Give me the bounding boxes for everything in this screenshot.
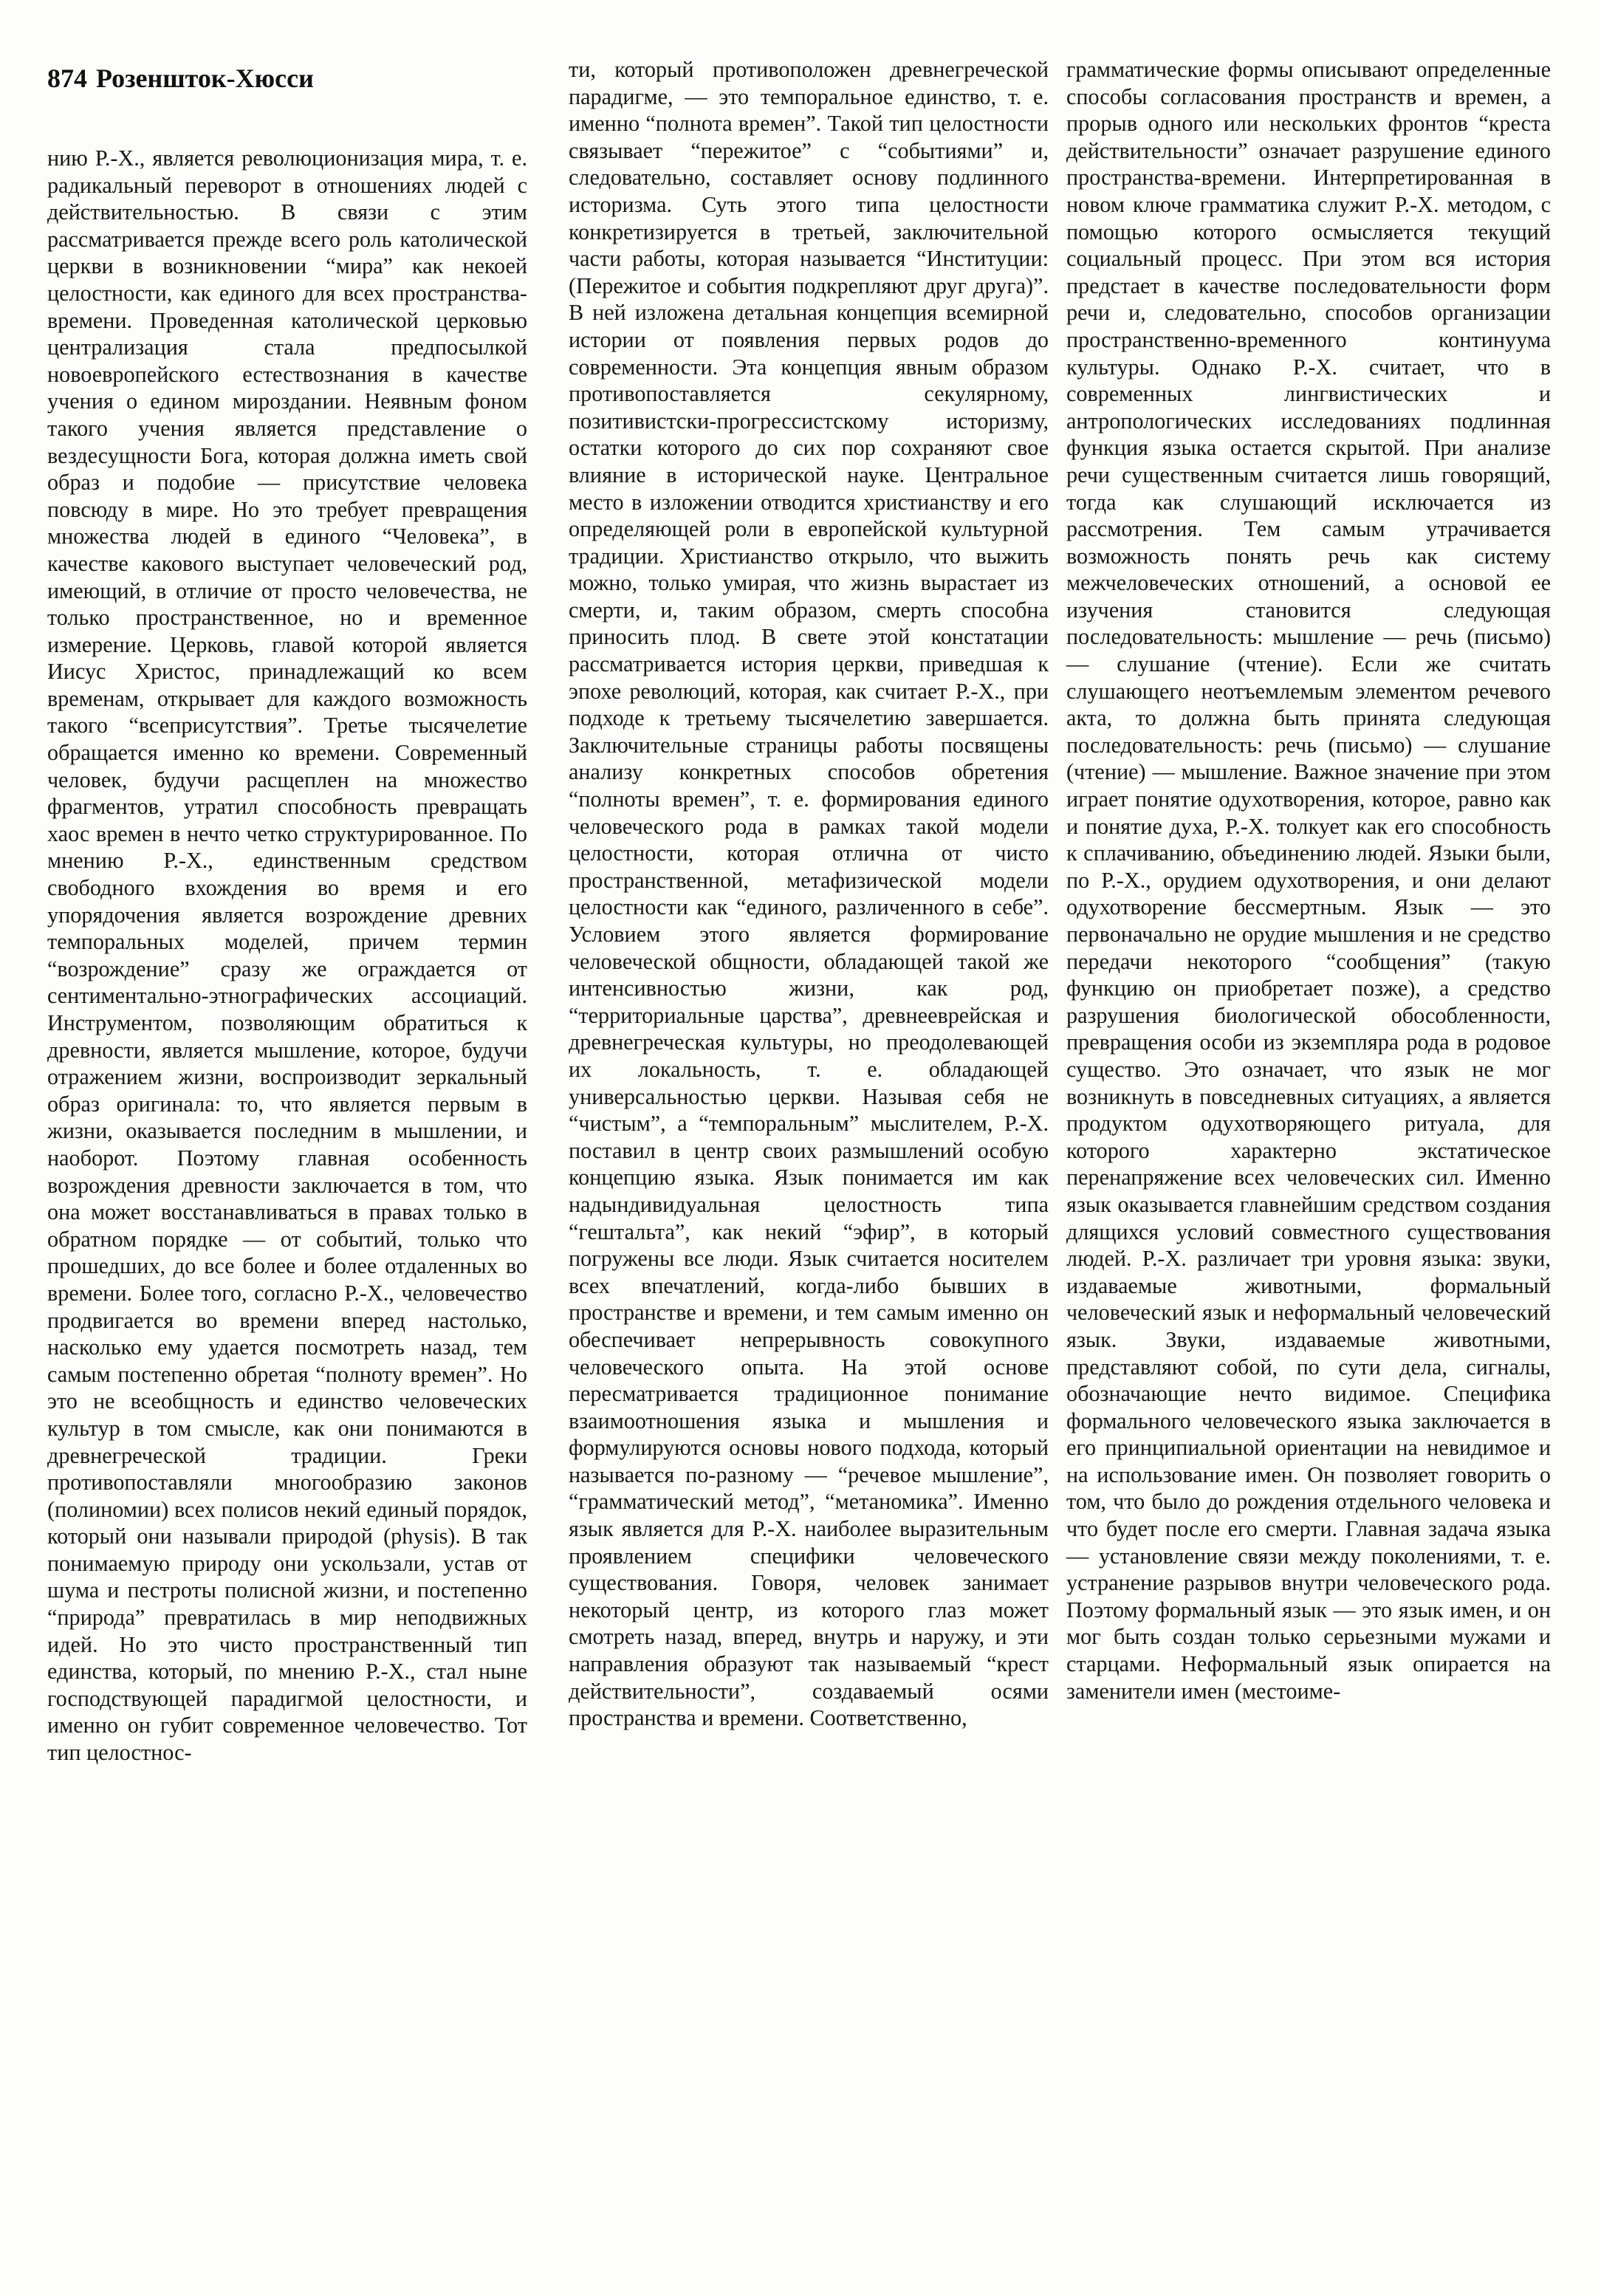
column-text: грамматические формы описывают определенные способы согласования пространств и времен, а прорыв одного или нескольких фронтов “креста действительности” означает разрушение единого пространства-времени. Интерпретированная в новом ключе грамматика служит Р.-Х. методом, с помощью которого осмысляется текущий социальный процесс. При этом вся история предстает в качестве последовательности форм речи и, следовательно, способов организации пространственно-временного континуума культуры. Однако Р.-Х. считает, что в современных лингвистических и антропологических исследованиях подлинная функция языка остается скрытой. При анализе речи существенным считается лишь говорящий, тогда как слушающий исключается из рассмотрения. Тем самым утрачивается возможность понять речь как систему межчеловеческих отношений, а основой ее изучения становится следующая последовательность: мышление — речь (письмо) — слушание (чтение). Если же считать слушающего неотъемлемым элементом речевого акта, то должна быть принята следующая последовательность: речь (письмо) — слушание (чтение) — мышление. Важное значение при этом играет понятие одухотворения, которое, равно как и понятие духа, Р.-Х. толкует как его способность к сплачиванию, объединению людей. Языки были, по Р.-Х., орудием одухотворения, и они делают одухотворение бессмертным. Язык — это первоначально не орудие мышления и не средство передачи некоторого “сообщения” (такую функцию он приобретает позже), а средство разрушения биологической обособленности, превращения особи из экземпляра рода в родовое существо. Это означает, что язык не мог возникнуть в повседневных ситуациях, а является продуктом одухотворяющего ритуала, для которого характерно экстатическое перенапряжение всех человеческих сил. Именно язык оказывается главнейшим средством создания длящихся условий совместного существования людей. Р.-Х. различает три уровня языка: звуки, издаваемые животными, формальный человеческий язык и неформальный человеческий язык. Звуки, издаваемые животными, представляют собой, по сути дела, сигналы, обозначающие нечто видимое. Специфика формального человеческого языка заключается в его принципиальной ориентации на невидимое и на использование имен. Он позволяет говорить о том, что было до рождения отдельного человека и что будет после его смерти. Главная задача языка — установление связи между поколениями, т. е. устранение разрывов внутри человеческого рода. Поэтому формальный язык — это язык имен, и он мог быть создан только серьезными мужами и старцами. Неформальный язык опирается на заменители имен (местоиме- bbox=[1066, 57, 1551, 1704]
page-number: 874 bbox=[47, 64, 87, 93]
text-column-right bbox=[1066, 56, 1551, 2257]
column-text: нию Р.-Х., является революционизация мира, т. е. радикальный переворот в отношениях людей с действительностью. В связи с этим рассматривается прежде всего роль католической церкви в возникновении “мира” как некоей целостности, как единого для всех пространства-времени. Проведенная католической церковью централизация стала предпосылкой новоевропейского естествознания в качестве учения о едином мироздании. Неявным фоном такого учения является представление о вездесущности Бога, которая должна иметь свой образ и подобие — присутствие человека повсюду в мире. Но это требует превращения множества людей в единого “Человека”, в качестве какового выступает человеческий род, имеющий, в отличие от просто человечества, не только пространственное, но и временное измерение. Церковь, главой которой является Иисус Христос, принадлежащий ко всем временам, открывает для каждого возможность такого “всеприсутствия”. Третье тысячелетие обращается именно ко времени. Современный человек, будучи расщеплен на множество фрагментов, утратил способность превращать хаос времен в нечто четко структурированное. По мнению Р.-Х., единственным средством свободного вхождения во время и его упорядочения является возрождение древних темпоральных моделей, причем термин “возрождение” сразу же ограждается от сентиментально-этнографических ассоциаций. Инструментом, позволяющим обратиться к древности, является мышление, которое, будучи отражением жизни, воспроизводит зеркальный образ оригинала: то, что является первым в жизни, оказывается последним в мышлении, и наоборот. Поэтому главная особенность возрождения древности заключается в том, что она может восстанавливаться в правах только в обратном порядке — от событий, только что прошедших, до все более и более отдаленных во времени. Более того, согласно Р.-Х., человечество продвигается во времени вперед настолько, насколько ему удается посмотреть назад, тем самым постепенно обретая “полноту времен”. Но это не всеобщность и единство человеческих культур в том смысле, как они понимаются в древнегреческой традиции. Греки противопоставляли многообразию законов (полиномии) всех полисов некий единый порядок, который они называли природой (physis). В так понимаемую природу они ускользали, устав от шума и пестроты полисной жизни, и постепенно “природа” превратилась в мир неподвижных идей. Но это чисто пространственный тип единства, который, по мнению Р.-Х., стал ныне господствующей парадигмой целостности, и именно он губит современное человечество. Тот тип целостнос- bbox=[47, 145, 527, 1766]
text-column-middle bbox=[569, 56, 1049, 2257]
text-column-left bbox=[47, 145, 527, 2257]
running-head bbox=[47, 62, 314, 95]
running-title: Розеншток-Хюсси bbox=[96, 64, 314, 93]
column-text: ти, который противоположен древнегреческой парадигме, — это темпоральное единство, т. е. именно “полнота времен”. Такой тип целостности связывает “пережитое” с “событиями” и, следовательно, составляет основу подлинного историзма. Суть этого типа целостности конкретизируется в третьей, заключительной части работы, которая называется “Институции: (Пережитое и события подкрепляют друг друга)”. В ней изложена детальная концепция всемирной истории от появления первых родов до современности. Эта концепция явным образом противопоставляется секулярному, позитивистски-прогрессистскому историзму, остатки которого до сих пор сохраняют свое влияние в исторической науке. Центральное место в изложении отводится христианству и его определяющей роли в европейской культурной традиции. Христианство открыло, что выжить можно, только умирая, что жизнь вырастает из смерти, и, таким образом, смерть способна приносить плод. В свете этой констатации рассматривается история церкви, приведшая к эпохе революций, которая, как считает Р.-Х., при подходе к третьему тысячелетию завершается. Заключительные страницы работы посвящены анализу конкретных способов обретения “полноты времен”, т. е. формирования единого человеческого рода в рамках такой модели целостности, которая отлична от чисто пространственной, метафизической модели целостности как “единого, различенного в себе”. Условием этого является формирование человеческой общности, обладающей такой же интенсивностью жизни, как род, “территориальные царства”, древнееврейская и древнегреческая культуры, но преодолевающей их локальность, т. е. обладающей универсальностью церкви. Называя себя не “чистым”, а “темпоральным” мыслителем, Р.-Х. поставил в центр своих размышлений особую концепцию языка. Язык понимается им как надындивидуальная целостность типа “гештальта”, как некий “эфир”, в который погружены все люди. Язык считается носителем всех впечатлений, когда-либо бывших в пространстве и времени, и тем самым именно он обеспечивает непрерывность совокупного человеческого опыта. На этой основе пересматривается традиционное понимание взаимоотношения языка и мышления и формулируются основы нового подхода, который называется по-разному — “речевое мышление”, “грамматический метод”, “метаномика”. Именно язык является для Р.-Х. наиболее выразительным проявлением специфики человеческого существования. Говоря, человек занимает некоторый центр, из которого глаз может смотреть назад, вперед, внутрь и наружу, и эти направления образуют так называемый “крест действительности”, создаваемый осями пространства и времени. Соответственно, bbox=[569, 57, 1049, 1731]
